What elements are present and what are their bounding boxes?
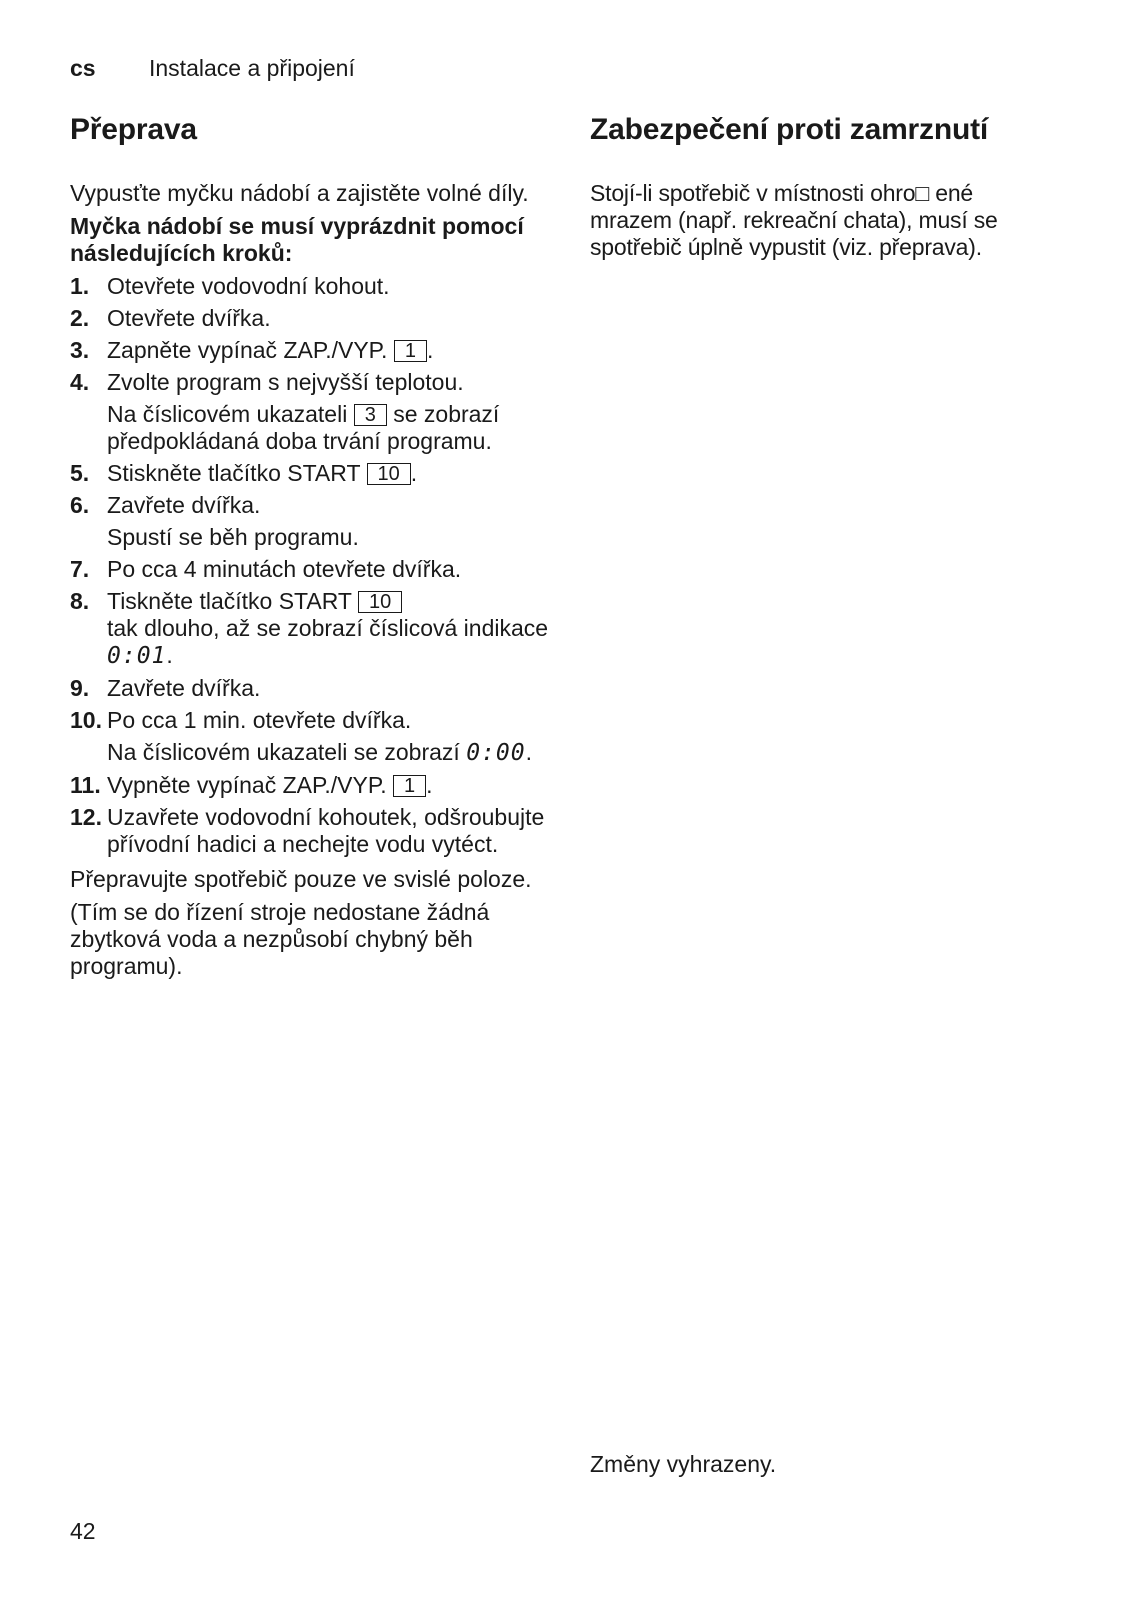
transport-text: Přepravujte spotřebič pouze ve svislé poloze.	[70, 866, 532, 892]
heading-preprava: Přeprava	[70, 113, 197, 146]
intro-text: Vypusťte myčku nádobí a zajistěte volné díly.	[70, 180, 529, 206]
digital-display-readout: 0:00	[466, 740, 526, 766]
switch-ref-box: 1	[394, 340, 427, 362]
right-column	[590, 180, 1060, 267]
note-text: (Tím se do řízení stroje nedostane žádná zbytková voda a nezpůsobí chybný běh programu).	[70, 899, 490, 979]
page-number: 42	[70, 1518, 96, 1544]
footer-note: Změny vyhrazeny.	[590, 1451, 777, 1477]
page-header	[70, 55, 355, 82]
start-ref-box: 10	[367, 463, 411, 485]
steps-list	[70, 273, 550, 858]
step-5: 5. Stiskněte tlačítko START 10 .	[70, 460, 418, 486]
step-11: 11. Vypněte vypínač ZAP./VYP. 1 .	[70, 772, 433, 798]
language-code: cs	[70, 55, 96, 81]
step-3: 3. Zapněte vypínač ZAP./VYP. 1 .	[70, 337, 434, 363]
display-ref-box: 3	[354, 404, 387, 426]
steps-lead: Myčka nádobí se musí vyprázdnit pomocí následujících kroků:	[70, 213, 524, 266]
step-7: 7. Po cca 4 minutách otevřete dvířka.	[70, 556, 462, 582]
step-1: 1. Otevřete vodovodní kohout.	[70, 273, 390, 299]
left-column	[70, 180, 550, 986]
switch-ref-box: 1	[393, 775, 426, 797]
step-12: 12. Uzavřete vodovodní kohoutek, odšroubujte přívodní hadici a nechejte vodu vytéct.	[70, 804, 545, 857]
step-9: 9. Zavřete dvířka.	[70, 675, 261, 701]
heading-frost-protection: Zabezpečení proti zamrznutí	[590, 113, 988, 146]
section-title: Instalace a připojení	[149, 55, 355, 81]
step-10: 10. Po cca 1 min. otevřete dvířka. Na číslicovém ukazateli se zobrazí 0:00.	[70, 707, 532, 766]
step-4: 4. Zvolte program s nejvyšší teplotou. Na číslicovém ukazateli 3 se zobrazí předpokládaná doba trvání programu.	[70, 369, 500, 454]
digital-display-readout: 0:01	[107, 643, 167, 669]
step-2: 2. Otevřete dvířka.	[70, 305, 271, 331]
step-6: 6. Zavřete dvířka. Spustí se běh programu.	[70, 492, 359, 550]
start-ref-box: 10	[358, 591, 402, 613]
step-8: 8. Tiskněte tlačítko START 10 tak dlouho, až se zobrazí číslicová indikace 0:01.	[70, 588, 549, 669]
frost-text: Stojí-li spotřebič v místnosti ohro□ ené mrazem (např. rekreační chata), musí se spotřebič úplně vypustit (viz. přeprava).	[590, 180, 998, 260]
